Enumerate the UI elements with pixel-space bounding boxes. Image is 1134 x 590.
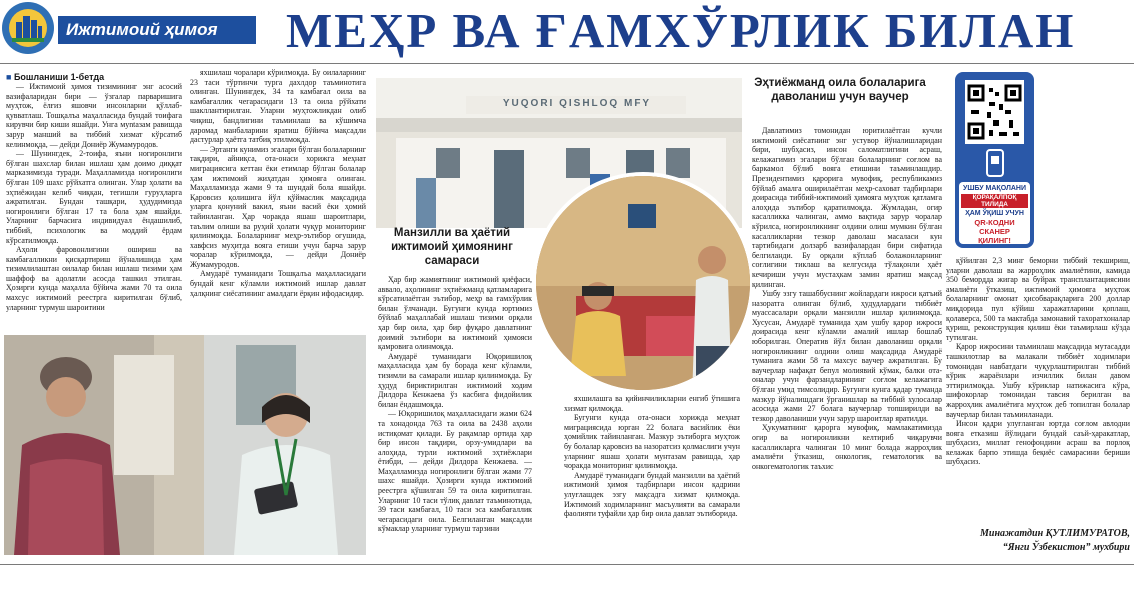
paragraph: Қарор ижросини таъминлаш мақсадида мутасадди ташкилотлар ва малакали тиббиёт ходимлари томонидан навбатдаги чуқурлаштирилган тиббий кўрик жараёнлари изчиллик билан давом эттирилмоқда. Ушбу кўриклар натижасига кўра, шифокорлар томонидан тавсия берилган ва жарроҳлик амалиётига муҳтож деб топилган болалар ваучерлар билан таъминланади. [946,342,1130,419]
qr-pattern-icon [965,80,1024,144]
paragraph: яхшилаш чоралари кўрилмоқда. Бу оилаларнинг 23 таси тўртинчи турга дахлдор таъминотига олинган. Шунингдек, 34 та камбағал оила ва камбағаллик чегарасидаги 13 та оила рўйхати шакллантирилган. Уларни муҳтожликдан олиб чиқиш, бандлигини таъминлаш ва кўшимча даромад манбаларини яратиш бўйича мақсадли дастурлар ҳаётга татбиқ этилмоқда. [190,68,366,145]
paragraph: қўйилган 2,3 минг беморни тиббий текшириш, уларни даволаш ва жарроҳлик амалиётини, камида 350 бемордда жигар ва буйрак трансплантациясини амалиёти ўтказиш, ижтимоий ҳимояга муҳтож болаларнинг омонат ҳисобварақларига 200 доллар миқдорида пул кўйиш харажатларини қоплаш, қолаверса, 500 та мактабда замонавий тахоратхоналар қуриш, реконструкция қилиш ёки таъмирлаш кўзда тутилган. [946,256,1130,342]
qr-caption-line: ҲАМ ЎҚИШ УЧУН [965,210,1024,217]
continuation-label: Бошланиши 1-бетда [13,72,105,82]
paragraph: Ҳар бир жамиятнинг ижтимоий қиёфаси, аввало, аҳолининг эҳтиёжманд қатламларига кўрсатилаётган эътибор, меҳр ва ғамхўрлик билан ўлчанади. Бугунги кунда юртимиз бўйлаб маҳаллабай ишлаш тизими орқали ҳар бир оила, ҳар бир фуқаро давлатнинг доимий эътибори ва ижтимоий ҳимояси қамровига олинмоқда. [378,275,532,352]
header-divider [0,63,1134,64]
paragraph: — Шунингдек, 2-тоифа, яъни ногиронлиги бўлган шахслар билан ишлаш ҳам доимо диққат марказимизда туради. Маҳалламизда ногиронлиги бўлган 109 шахс рўйхатга олинган. Улар ҳолати ва эҳтиёжидан келиб чиққан, тегишли гуруҳларга ажратилган. Бундан ташқари, ҳудудимизда ногиронлиги бўлган 17 та бола ҳам яшайди. Уларнинг барчасига индивидуал ёндашилиб, тиббий, психологик ва моддий ёрдам кўрсатилмоқда. [6,149,182,245]
paragraph: Ҳукуматнинг қарорга мувофиқ, мамлакатимизда огир ва ногиронликни келтириб чиқарувчи касалликларга чалинган 10 минг болада жарроҳлик амалиёти ўтказиш, онкологик, гематологик ва онкогематологик таъхис [752,423,942,471]
col1-text [6,82,182,332]
paragraph: Амударё туманидаги Юқоришилоқ маҳалласида ҳам бу борада кенг кўламли, тизимли ва самарали ишлар қилинмоқда. Бу ҳудуд бириктирилган ижтимоий ходим Дилдора Кенжаева ўз касбига фидойилик билан ёндашмоқда. [378,351,532,409]
article2-col-b [564,394,740,556]
interview-photo-icon [4,335,366,555]
city-logo-icon [2,2,54,54]
newspaper-logo [2,2,54,54]
article2-headline: Манзилли ва ҳаётий ижтимоий ҳимоянинг самараси [391,227,513,267]
col2-text [190,68,366,332]
photo-two-women [4,335,366,555]
continuation-note: ■ Бошланиши 1-бетда [6,72,105,82]
footer-divider [0,564,1134,565]
article3-headline: Эҳтиёжманд оила болаларига даволаниш учун ваучер [754,77,926,103]
phone-scan-icon [981,148,1009,178]
paragraph: — Юқоришилоқ маҳалласидаги жами 624 та хонадонда 763 та оила ва 2438 аҳоли истиқомат қилади. Бу рақамлар ортида ҳар бир инсон тақдири, орзу-умидлари ва алоҳида, турли ижтимоий эҳтиёжлари ётибди, — дейди Дилдора Кенжаева. — Маҳалламизда ногиронлиги бўлган жами 77 шахс яшайди. Ҳозирги кунда ижтимоий реестрга қўшилган 59 та оила киритилган. Уларнинг 10 таси тўлиқ давлат таъминотида, 39 таси камбағал, 10 таси эса камбағаллик чегарасидаги оила. Белгиланган мақсадли кўмаклар уларнинг турмуш тарзини [378,409,532,534]
paragraph: Давлатимиз томонидан юритилаётган кучли ижтимоий сиёсатнинг энг устувор йўналишларидан бири, шубҳасиз, инсон саломатлигини асраш, келажагимиз эгалари бўлган болаларнинг соғлом ва баркамол бўлиб вояга етишини таъминлашдир. Президентимиз қарорига мувофиқ, республикамиз бўйлаб амалга оширилаётган меҳр-саховат тадбирлари доирасида тиббий-ижтимоий ҳимояга муҳтож қатламга алоҳида эътибор қаратилмоқда. Жумладан, огир касалликка чалинган, аммо вақтида зарур чоралар кўрилса, ногиронликнинг олдини олиш мумкин бўлган касалликларни тезкор даволаш масаласи кун тартибидаги долзарб вазифалардан бири сифатида белгиланди. Бу орқали кўплаб болажонларнинг соғлигини тиклаш ва келгусида тўлақонли ҳаёт кечириши учун мустаҳкам замин яратиш мақсад қилинган. [752,126,942,289]
paragraph: Бугунги кунда ота-онаси хорижда меҳнат миграциясида юрган 22 болага васийлик ёки ҳомийлик тайинланган. Мазкур эътиборга муҳтож бу болалар қаровсиз ва назоратсиз қолмаслиги учун уларнинг яшаш ҳолати мунтазам равишда, ҳар чоракда мониторинг қилинмоқда. [564,413,740,471]
paragraph: Амударё туманидаги бундай манзилли ва ҳаётий ижтимоий ҳимоя тадбирлари инсон қадрини улуғлашдек эзгу мақсадга хизмат қилмоқда. Ижтимоий ходимларнинг масъулияти ва самарали фаолияти туфайли ҳар бир оила давлат эътиборида. [564,470,740,519]
qr-caption-box [959,182,1030,244]
paragraph: Амударё туманидаги Тошқалъа маҳалласидаги бундай кенг кўламли ижтимоий ишлар давлат ҳалқнинг сиёсатининг амалдаги ёрқин ифодасидир. [190,269,366,298]
qr-caption-line: ҚИЛИНГ! [978,236,1011,245]
article2-col-a [378,275,532,555]
qr-language-badge: ҚОРАҚАЛПОҚ ТИЛИДА [961,194,1028,208]
qr-caption-line: УШБУ МАҚОЛАНИ [962,185,1027,192]
building-sign: YUQORI QISHLOQ MFY [502,98,652,109]
paragraph: Ушбу эзгу ташаббуснинг жойлардаги ижроси қатъий назоратга олинган бўлиб, ҳудудлардаги тиббиёт муассасалари орқали манзилли ишлар қилинмоқда. Хусусан, Амударё туманида ҳам ушбу қарор ижроси доирасида кенг кўламли амалий ишлар бошлаб юборилган. Оператив йўл билан даволаниш орқали ногиронликнинг олдини олиш мақсадида Амударё туманига жами 58 та махсус ваучер ажратилган. Бу ваучерлар нафақат бепул молиявий кўмак, балки ота-оналар учун фарзандларининг соғлом келажагига бўлган умид тимсолидир. Бугунги кунга қадар туманда мазкур йўналишдаги ўрганишлар ва тиббий хулосалар асосида жами 27 болага ваучерлар топширилди ва тезкор даволаниши учун зарур шароитлар яратилди. [752,289,942,423]
article3-col-a [752,126,942,558]
paragraph: яхшилашга ва қийинчиликларни енгиб ўтишига хизмат қилмоқда. [564,394,740,413]
home-visit-photo [532,172,754,394]
article3-col-b [946,256,1130,518]
qr-caption-line: QR-КОДНИ СКАНЕР [974,218,1015,236]
author-role: “Янги Ўзбекистон” мухбири [1002,542,1130,553]
author-name: Минажатдин ҚУТЛИМУРАТОВ, [980,528,1130,539]
home-visit-icon [536,176,754,394]
section-title: Ижтимоий ҳимоя [58,16,256,44]
paragraph: Аҳоли фаровонлигини ошириш ва камбағалликни қисқартириш йўналишида ҳам тизимлилаштан оилалар билан ишлаш тизими ҳам шаффоф ва адолатли асосда ташкил этилган. Ҳозирги кунда маҳалла бўйича жами 70 та оила махсус ижтимоий реестрга киритилган бўлиб, уларнинг турмуш шароитини [6,245,182,312]
paragraph: — Эртанги кунимиз эгалари бўлган болаларнинг тақдири, айниқса, ота-онаси хорижга меҳнат миграциясига кеттан ёки етимлар бўлган болалар ҳам ижтимоий жиҳатдан ҳимояга олинган. Маҳалламизда жами 9 та шундай бола яшайди. Қаровсиз қолишига йўл қўймаслик мақсадида уларга қонуний вакил, яъни васий ёки ҳомий тайинланган. Ҳар чоракда яшаш шароитлари, таълим олиши ва руҳий ҳолати чуқур мониторинг қилинмоқда. Болаларнинг меҳр-эътибор огушида, хавфсиз муҳитда вояга етиши учун барча зарур чоралар кўрилмоқда, — дейди Дониёр Жумамуродов. [190,144,366,269]
page-headline: МЕҲР ВА ҒАМХЎРЛИК БИЛАН [286,3,1076,58]
paragraph: Инсон қадри улуғланган юртда соғлом авлодни вояга етказиш йўлидаги бундай саъй-ҳаракатлар, шубҳасиз, миллат генофондини асраш ва порлоқ келажак барпо этишда беқиёс самарасини бериши шубҳасиз. [946,419,1130,467]
paragraph: — Ижтимоий ҳимоя тизимининг энг асосий вазифаларидан бири — ўзгалар парваришига муҳтож, ёлғиз яшовчи инсонларни қўллаб-қувватлаш. Тошқалъа маҳалласида бундай тоифага кирувчи бир киши яшайди. Унга муntазам равишда зарур манший ва тиббий хизмат кўрсатиб келинмоқда, — дейди Дониёр Жумамуродов. [6,82,182,149]
qr-code-icon[interactable] [965,80,1024,144]
qr-code-card[interactable] [955,72,1034,248]
